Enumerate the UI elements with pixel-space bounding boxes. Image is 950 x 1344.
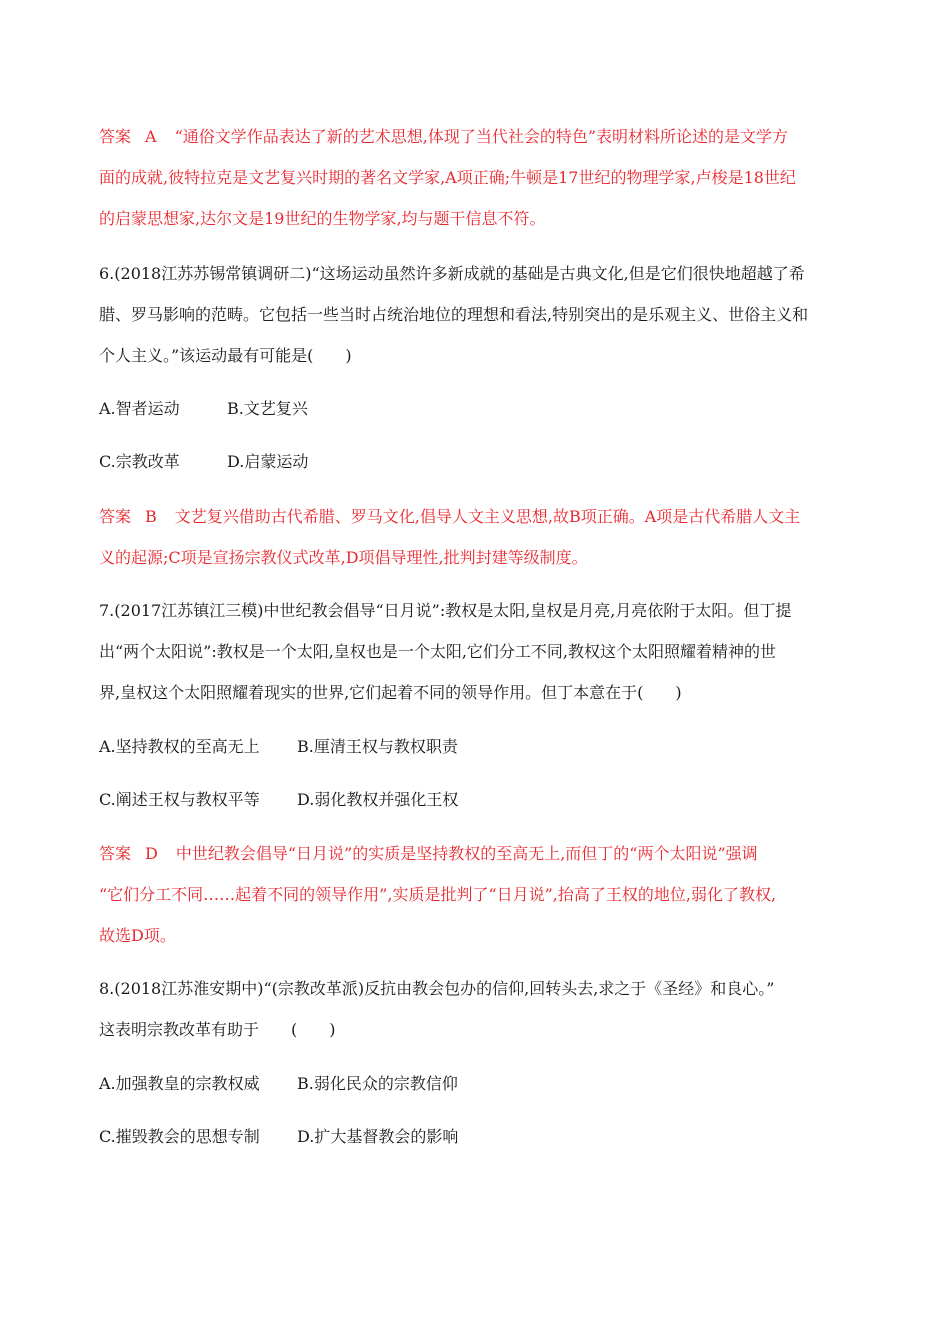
option-d[interactable]: D.弱化教权并强化王权 [297,790,459,809]
answer-letter: B [145,507,157,526]
option-b[interactable]: B.弱化民众的宗教信仰 [297,1074,458,1093]
answer-label: 答案 [99,127,132,146]
answer-text: “通俗文学作品表达了新的艺术思想,体现了当代社会的特色”表明材料所论述的是文学方 [174,127,789,146]
answer-7 [99,833,851,956]
question-6-line-3: 个人主义。”该运动最有可能是( ) [99,346,352,365]
answer-6-line-2: 义的起源;C项是宣扬宗教仪式改革,D项倡导理性,批判封建等级制度。 [99,548,588,567]
answer-6 [99,496,851,578]
option-c[interactable]: C.宗教改革 [99,452,180,471]
option-c[interactable]: C.阐述王权与教权平等 [99,790,260,809]
question-7 [99,590,851,713]
question-7-line-3: 界,皇权这个太阳照耀着现实的世界,它们起着不同的领导作用。但丁本意在于( ) [99,683,682,702]
option-b[interactable]: B.文艺复兴 [227,399,308,418]
answer-label: 答案 [99,507,132,526]
answer-7-line-3: 故选D项。 [99,926,176,945]
question-6-options-row-2 [99,441,851,482]
answer-5 [99,116,851,239]
option-d[interactable]: D.扩大基督教会的影响 [297,1127,459,1146]
question-8-line-1: 8.(2018江苏淮安期中)“(宗教改革派)反抗由教会包办的信仰,回转头去,求之于《圣经》和良心。” [99,979,775,998]
question-8-options-row-1 [99,1063,851,1104]
question-8-options-row-2 [99,1116,851,1157]
question-8-line-2: 这表明宗教改革有助于 ( ) [99,1020,336,1039]
answer-text: 文艺复兴借助古代希腊、罗马文化,倡导人文主义思想,故B项正确。A项是古代希腊人文主 [174,507,801,526]
answer-letter: A [145,127,157,146]
option-a[interactable]: A.智者运动 [99,399,180,418]
question-7-line-1: 7.(2017江苏镇江三模)中世纪教会倡导“日月说”:教权是太阳,皇权是月亮,月亮依附于太阳。但丁提 [99,601,792,620]
option-b[interactable]: B.厘清王权与教权职责 [297,737,458,756]
option-a[interactable]: A.加强教皇的宗教权威 [99,1074,260,1093]
answer-7-line-1 [99,833,851,874]
answer-5-line-1 [99,116,851,157]
option-c[interactable]: C.摧毁教会的思想专制 [99,1127,260,1146]
question-6 [99,253,851,376]
question-7-line-2: 出“两个太阳说”:教权是一个太阳,皇权也是一个太阳,它们分工不同,教权这个太阳照耀着精神的世 [99,642,777,661]
answer-text: 中世纪教会倡导“日月说”的实质是坚持教权的至高无上,而但丁的“两个太阳说”强调 [175,844,758,863]
answer-label: 答案 [99,844,132,863]
option-d[interactable]: D.启蒙运动 [227,452,309,471]
answer-5-line-2: 面的成就,彼特拉克是文艺复兴时期的著名文学家,A项正确;牛顿是17世纪的物理学家,卢梭是18世纪 [99,168,796,187]
question-8 [99,968,851,1050]
answer-letter: D [145,844,158,863]
answer-7-line-2: “它们分工不同……起着不同的领导作用”,实质是批判了“日月说”,抬高了王权的地位,弱化了教权, [99,885,777,904]
question-7-options-row-2 [99,779,851,820]
answer-6-line-1 [99,496,851,537]
question-7-options-row-1 [99,726,851,767]
question-6-options-row-1 [99,388,851,429]
question-6-line-2: 腊、罗马影响的范畴。它包括一些当时占统治地位的理想和看法,特别突出的是乐观主义、世俗主义和 [99,305,809,324]
option-a[interactable]: A.坚持教权的至高无上 [99,737,260,756]
question-6-line-1: 6.(2018江苏苏锡常镇调研二)“这场运动虽然许多新成就的基础是古典文化,但是它们很快地超越了希 [99,264,805,283]
answer-5-line-3: 的启蒙思想家,达尔文是19世纪的生物学家,均与题干信息不符。 [99,209,546,228]
